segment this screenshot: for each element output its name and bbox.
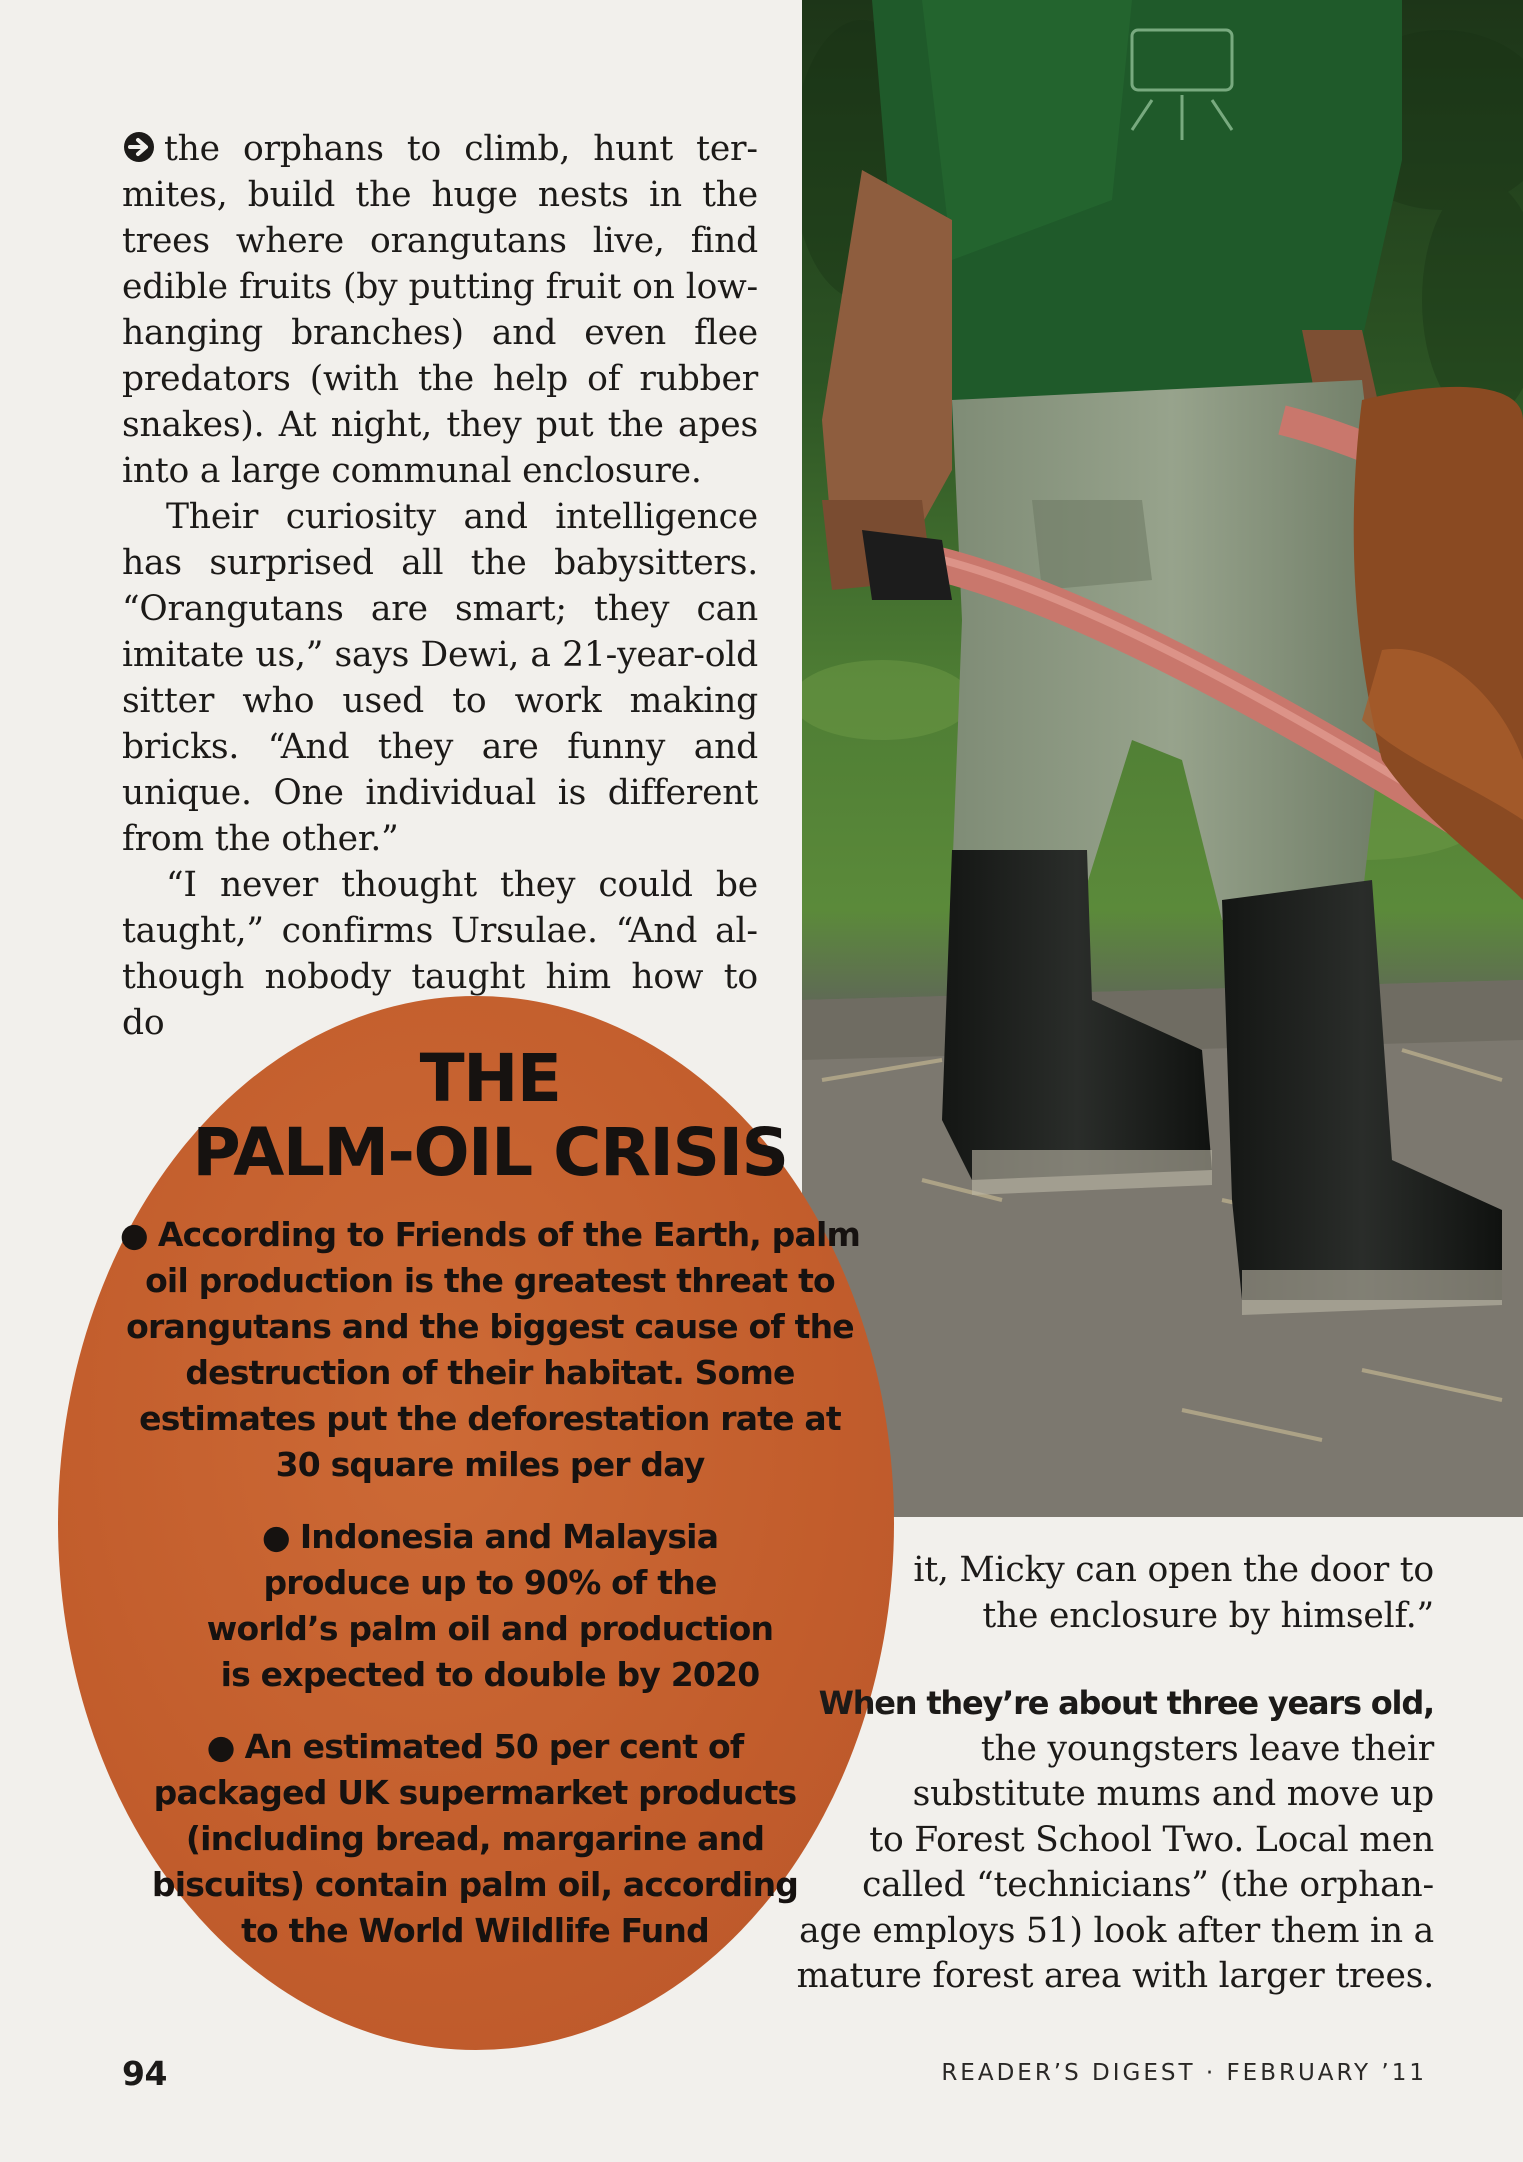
article-line: age employs 51) look after them in a bbox=[799, 1910, 1434, 1951]
sidebar-bullet: ● Indonesia and Malaysia produce up to 90% of the world’s palm oil and production is expected to double by 2020 bbox=[110, 1514, 870, 1698]
orangutan-caretaker-photo bbox=[802, 0, 1523, 1517]
photo-illustration bbox=[802, 0, 1523, 1517]
article-paragraph: Their curiosity and intelligence has surprised all the babysitters. “Orangutans are smart; they can imitate us,” says Dewi, a 21-year-old sitter who used to work making bricks. “And they are funny and unique. One individual is different from the other.” bbox=[122, 497, 758, 859]
article-column-left bbox=[122, 126, 758, 1046]
article-line: substitute mums and move up bbox=[912, 1774, 1434, 1814]
sidebar-title bbox=[110, 1042, 870, 1190]
article-line: mature forest area with larger trees. bbox=[796, 1956, 1434, 1996]
lead-in-rest: the youngsters leave their bbox=[980, 1728, 1434, 1769]
continued-arrow-icon bbox=[122, 130, 156, 164]
sidebar-title-line: THE bbox=[419, 1040, 561, 1117]
article-line: called “technicians” (the orphan- bbox=[862, 1865, 1434, 1905]
article-column-right bbox=[780, 1548, 1434, 2000]
sidebar-bullet: ● According to Friends of the Earth, palm oil production is the greatest threat to orangutans and the biggest cause of the destruction of their habitat. Some estimates put the deforestation rate at 30 square miles per day bbox=[110, 1212, 870, 1488]
article-paragraph bbox=[122, 126, 758, 494]
sidebar-title-line: PALM-OIL CRISIS bbox=[192, 1114, 788, 1191]
running-footer: READER’S DIGEST · FEBRUARY ’11 bbox=[941, 2060, 1427, 2086]
sidebar-bullet: ● An estimated 50 per cent of packaged UK supermarket products (including bread, margarine and biscuits) contain palm oil, according to the World Wildlife Fund bbox=[110, 1724, 870, 1954]
lead-in-line bbox=[780, 1681, 1434, 1772]
sidebar-bullet-list bbox=[110, 1212, 870, 1954]
palm-oil-sidebar bbox=[110, 1042, 870, 1980]
article-line: it, Micky can open the door to bbox=[913, 1550, 1434, 1590]
article-line: the enclosure by himself.” bbox=[982, 1595, 1434, 1636]
paragraph-gap bbox=[780, 1639, 1434, 1681]
paragraph-text: the orphans to climb, hunt termites, build the huge nests in the trees where orangutans live, find edible fruits (by putting fruit on low-hanging branches) and even flee predators (with the help of rubber snakes). At night, they put the apes into a large communal enclosure. bbox=[122, 129, 758, 491]
article-paragraph: “I never thought they could be taught,” confirms Ursulae. “And although nobody taught him how to do bbox=[122, 865, 758, 1043]
article-line: to Forest School Two. Local men bbox=[869, 1819, 1434, 1860]
page-number: 94 bbox=[122, 2054, 167, 2093]
lead-in: When they’re about three years old, bbox=[818, 1684, 1434, 1722]
